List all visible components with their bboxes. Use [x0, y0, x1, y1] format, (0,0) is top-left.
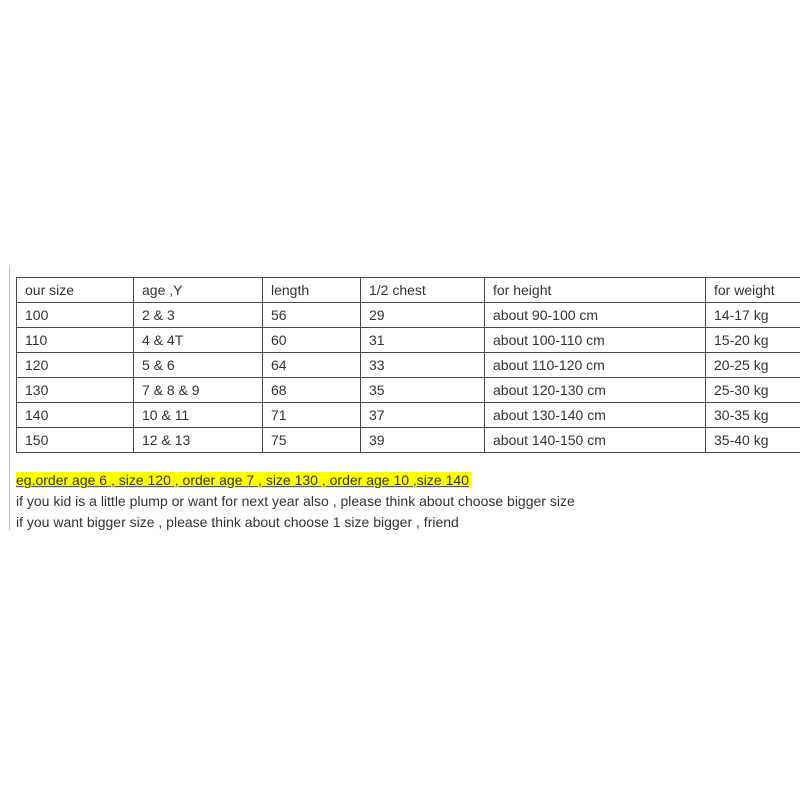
- table-row: [17, 328, 800, 353]
- header-half-chest: 1/2 chest: [361, 278, 485, 303]
- cell-age: 12 & 13: [134, 428, 263, 453]
- cell-length: 56: [263, 303, 361, 328]
- cell-size: 100: [17, 303, 134, 328]
- cell-age: 4 & 4T: [134, 328, 263, 353]
- cell-chest: 37: [361, 403, 485, 428]
- table-row: [17, 303, 800, 328]
- cell-size: 130: [17, 378, 134, 403]
- cell-length: 75: [263, 428, 361, 453]
- table-header-row: [17, 278, 800, 303]
- cell-length: 64: [263, 353, 361, 378]
- header-for-height: for height: [485, 278, 706, 303]
- size-chart-table: [16, 277, 800, 453]
- cell-weight: 20-25 kg: [706, 353, 800, 378]
- header-for-weight: for weight: [706, 278, 800, 303]
- header-age: age ,Y: [134, 278, 263, 303]
- cell-size: 150: [17, 428, 134, 453]
- cell-age: 7 & 8 & 9: [134, 378, 263, 403]
- cell-size: 140: [17, 403, 134, 428]
- table-row: [17, 428, 800, 453]
- cell-length: 71: [263, 403, 361, 428]
- cell-size: 120: [17, 353, 134, 378]
- table-row: [17, 353, 800, 378]
- bigger-size-advice-note: if you want bigger size , please think about choose 1 size bigger , friend: [16, 514, 459, 530]
- example-note-line: [16, 470, 575, 491]
- cell-weight: 14-17 kg: [706, 303, 800, 328]
- cell-weight: 35-40 kg: [706, 428, 800, 453]
- cell-age: 2 & 3: [134, 303, 263, 328]
- cell-height: about 140-150 cm: [485, 428, 706, 453]
- header-our-size: our size: [17, 278, 134, 303]
- cell-length: 60: [263, 328, 361, 353]
- cell-chest: 29: [361, 303, 485, 328]
- cell-height: about 90-100 cm: [485, 303, 706, 328]
- highlighted-example-note: eg.order age 6 , size 120 , order age 7 , size 130 , order age 10 ,size 140: [16, 472, 469, 488]
- cell-age: 10 & 11: [134, 403, 263, 428]
- plump-advice-note: if you kid is a little plump or want for next year also , please think about choose bigger size: [16, 493, 575, 509]
- cell-chest: 39: [361, 428, 485, 453]
- cell-height: about 100-110 cm: [485, 328, 706, 353]
- cell-height: about 130-140 cm: [485, 403, 706, 428]
- cell-length: 68: [263, 378, 361, 403]
- cell-height: about 120-130 cm: [485, 378, 706, 403]
- table-row: [17, 403, 800, 428]
- left-divider: [9, 266, 10, 530]
- cell-size: 110: [17, 328, 134, 353]
- cell-chest: 31: [361, 328, 485, 353]
- cell-chest: 33: [361, 353, 485, 378]
- cell-age: 5 & 6: [134, 353, 263, 378]
- cell-weight: 25-30 kg: [706, 378, 800, 403]
- header-length: length: [263, 278, 361, 303]
- cell-weight: 15-20 kg: [706, 328, 800, 353]
- table-row: [17, 378, 800, 403]
- cell-height: about 110-120 cm: [485, 353, 706, 378]
- cell-weight: 30-35 kg: [706, 403, 800, 428]
- cell-chest: 35: [361, 378, 485, 403]
- notes-section: [16, 470, 575, 533]
